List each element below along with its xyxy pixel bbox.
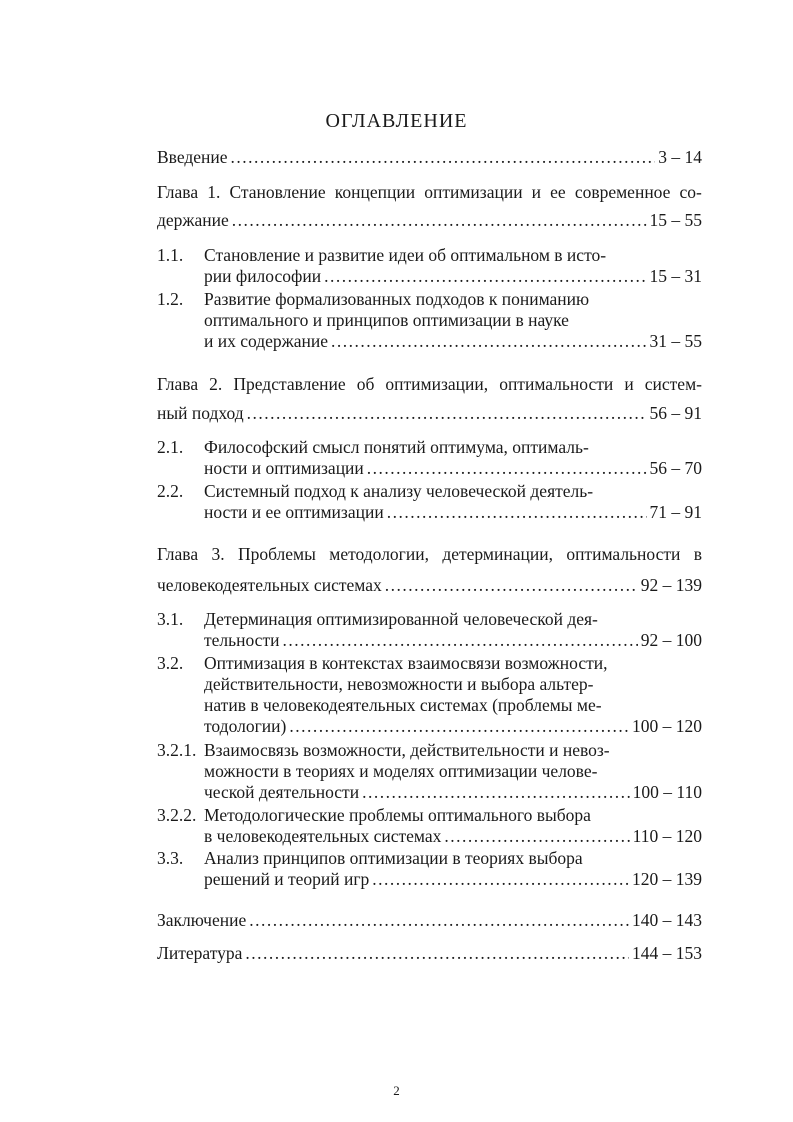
toc-page-range: 92 – 139 bbox=[640, 575, 702, 595]
toc-intro[interactable] bbox=[157, 145, 702, 169]
toc-entry-text: Литература bbox=[157, 943, 243, 963]
leader-dots bbox=[247, 401, 647, 425]
toc-section-1-2-line[interactable]: Развитие формализованных подходов к пониманию bbox=[204, 289, 590, 309]
word: 2. bbox=[209, 374, 223, 394]
toc-page-range: 56 – 91 bbox=[649, 403, 702, 423]
toc-section-number: 3.1. bbox=[157, 609, 184, 629]
toc-page-range: 100 – 110 bbox=[632, 782, 702, 802]
word: детерминации, bbox=[442, 544, 553, 564]
leader-dots bbox=[245, 941, 629, 965]
toc-section-3-1-leader[interactable] bbox=[204, 628, 702, 652]
toc-page-range: 31 – 55 bbox=[649, 331, 702, 351]
leader-dots bbox=[444, 824, 629, 848]
toc-section-number: 2.1. bbox=[157, 437, 184, 457]
leader-dots bbox=[249, 908, 629, 932]
word: ее bbox=[550, 182, 566, 202]
toc-entry-text: рии философии bbox=[204, 266, 322, 286]
word: Представление bbox=[233, 374, 346, 394]
leader-dots bbox=[282, 628, 637, 652]
toc-entry-text: Заключение bbox=[157, 910, 247, 930]
toc-page-range: 56 – 70 bbox=[649, 458, 702, 478]
toc-conclusion[interactable] bbox=[157, 908, 702, 932]
toc-entry-text: ческой деятельности bbox=[204, 782, 360, 802]
leader-dots bbox=[231, 145, 656, 169]
toc-section-2-1-leader[interactable] bbox=[204, 456, 702, 480]
toc-section-3-3-leader[interactable] bbox=[204, 867, 702, 891]
toc-section-3-3-line[interactable]: Анализ принципов оптимизации в теориях выбора bbox=[204, 848, 583, 868]
toc-section-2-2-leader[interactable] bbox=[204, 500, 702, 524]
toc-section-1-2-line[interactable]: оптимального и принципов оптимизации в науке bbox=[204, 310, 569, 330]
toc-chapter-1-leader[interactable] bbox=[157, 208, 702, 232]
toc-section-3-2-line[interactable]: Оптимизация в контекстах взаимосвязи возможности, bbox=[204, 653, 608, 673]
toc-entry-text: человекодеятельных системах bbox=[157, 575, 382, 595]
toc-section-3-2-2-line[interactable]: Методологические проблемы оптимального выбора bbox=[204, 805, 591, 825]
toc-chapter-2-leader[interactable] bbox=[157, 401, 702, 425]
toc-section-3-2-leader[interactable] bbox=[204, 714, 702, 738]
toc-literature[interactable] bbox=[157, 941, 702, 965]
leader-dots bbox=[362, 780, 630, 804]
word: методологии, bbox=[329, 544, 429, 564]
word: Глава bbox=[157, 182, 199, 202]
toc-section-number: 1.2. bbox=[157, 289, 184, 309]
toc-section-3-2-2-leader[interactable] bbox=[204, 824, 702, 848]
toc-page-range: 15 – 55 bbox=[649, 210, 702, 230]
toc-section-3-2-1-line[interactable]: можности в теориях и моделях оптимизации челове- bbox=[204, 761, 598, 781]
leader-dots bbox=[367, 456, 647, 480]
word: оптимизации bbox=[424, 182, 523, 202]
leader-dots bbox=[324, 264, 646, 288]
toc-entry-text: тодологии) bbox=[204, 716, 287, 736]
toc-section-number: 3.3. bbox=[157, 848, 184, 868]
toc-section-3-2-line[interactable]: действительности, невозможности и выбора альтер- bbox=[204, 674, 594, 694]
toc-entry-text: в человекодеятельных системах bbox=[204, 826, 442, 846]
toc-entry-text: ности и ее оптимизации bbox=[204, 502, 384, 522]
word: со- bbox=[679, 182, 702, 202]
leader-dots bbox=[289, 714, 629, 738]
toc-section-number: 3.2. bbox=[157, 653, 184, 673]
toc-page-range: 100 – 120 bbox=[632, 716, 702, 736]
word: оптимальности bbox=[566, 544, 681, 564]
word: систем- bbox=[644, 374, 702, 394]
leader-dots bbox=[232, 208, 647, 232]
word: оптимизации, bbox=[385, 374, 489, 394]
toc-section-number: 3.2.1. bbox=[157, 740, 197, 760]
toc-chapter-3-heading[interactable] bbox=[157, 542, 702, 566]
toc-entry-text: Введение bbox=[157, 147, 228, 167]
toc-title: ОГЛАВЛЕНИЕ bbox=[325, 110, 468, 132]
toc-section-number: 3.2.2. bbox=[157, 805, 197, 825]
toc-page-range: 110 – 120 bbox=[632, 826, 702, 846]
word: и bbox=[624, 374, 634, 394]
page-number: 2 bbox=[393, 1083, 400, 1098]
toc-chapter-2-heading[interactable] bbox=[157, 372, 702, 396]
toc-chapter-3-leader[interactable] bbox=[157, 573, 702, 597]
toc-page-range: 15 – 31 bbox=[649, 266, 702, 286]
toc-section-3-1-line[interactable]: Детерминация оптимизированной человеческой дея- bbox=[204, 609, 598, 629]
toc-entry-text: ности и оптимизации bbox=[204, 458, 364, 478]
toc-page-range: 120 – 139 bbox=[632, 869, 702, 889]
toc-section-2-1-line[interactable]: Философский смысл понятий оптимума, оптималь- bbox=[204, 437, 589, 457]
toc-section-3-2-1-leader[interactable] bbox=[204, 780, 702, 804]
toc-section-2-2-line[interactable]: Системный подход к анализу человеческой деятель- bbox=[204, 481, 594, 501]
toc-chapter-1-heading[interactable] bbox=[157, 180, 702, 204]
word: Проблемы bbox=[237, 544, 316, 564]
word: об bbox=[356, 374, 375, 394]
word: Глава bbox=[157, 374, 199, 394]
toc-entry-text: тельности bbox=[204, 630, 280, 650]
word: и bbox=[531, 182, 542, 202]
toc-entry-text: решений и теорий игр bbox=[204, 869, 370, 889]
toc-entry-text: и их содержание bbox=[204, 331, 329, 351]
toc-section-3-2-line[interactable]: натив в человекодеятельных системах (проблемы ме- bbox=[204, 695, 602, 715]
leader-dots bbox=[331, 329, 646, 353]
toc-section-number: 2.2. bbox=[157, 481, 184, 501]
toc-page-range: 92 – 100 bbox=[640, 630, 702, 650]
toc-section-3-2-1-line[interactable]: Взаимосвязь возможности, действительности и невоз- bbox=[204, 740, 610, 760]
word: современное bbox=[574, 182, 671, 202]
word: 3. bbox=[211, 544, 225, 564]
toc-section-1-1-leader[interactable] bbox=[204, 264, 702, 288]
toc-section-1-2-leader[interactable] bbox=[204, 329, 702, 353]
leader-dots bbox=[387, 500, 647, 524]
toc-section-1-1-line[interactable]: Становление и развитие идеи об оптимальном в исто- bbox=[204, 245, 607, 265]
toc-page-range: 144 – 153 bbox=[632, 943, 702, 963]
toc-page-range: 3 – 14 bbox=[658, 147, 702, 167]
toc-entry-text: держание bbox=[157, 210, 229, 230]
word: Глава bbox=[157, 544, 199, 564]
leader-dots bbox=[372, 867, 629, 891]
toc-section-number: 1.1. bbox=[157, 245, 184, 265]
toc-page-range: 71 – 91 bbox=[649, 502, 702, 522]
word: 1. bbox=[207, 182, 221, 202]
leader-dots bbox=[385, 573, 638, 597]
word: оптимальности bbox=[499, 374, 614, 394]
word: Становление bbox=[229, 182, 326, 202]
toc-entry-text: ный подход bbox=[157, 403, 244, 423]
word: в bbox=[693, 544, 702, 564]
word: концепции bbox=[334, 182, 416, 202]
toc-page-range: 140 – 143 bbox=[632, 910, 702, 930]
